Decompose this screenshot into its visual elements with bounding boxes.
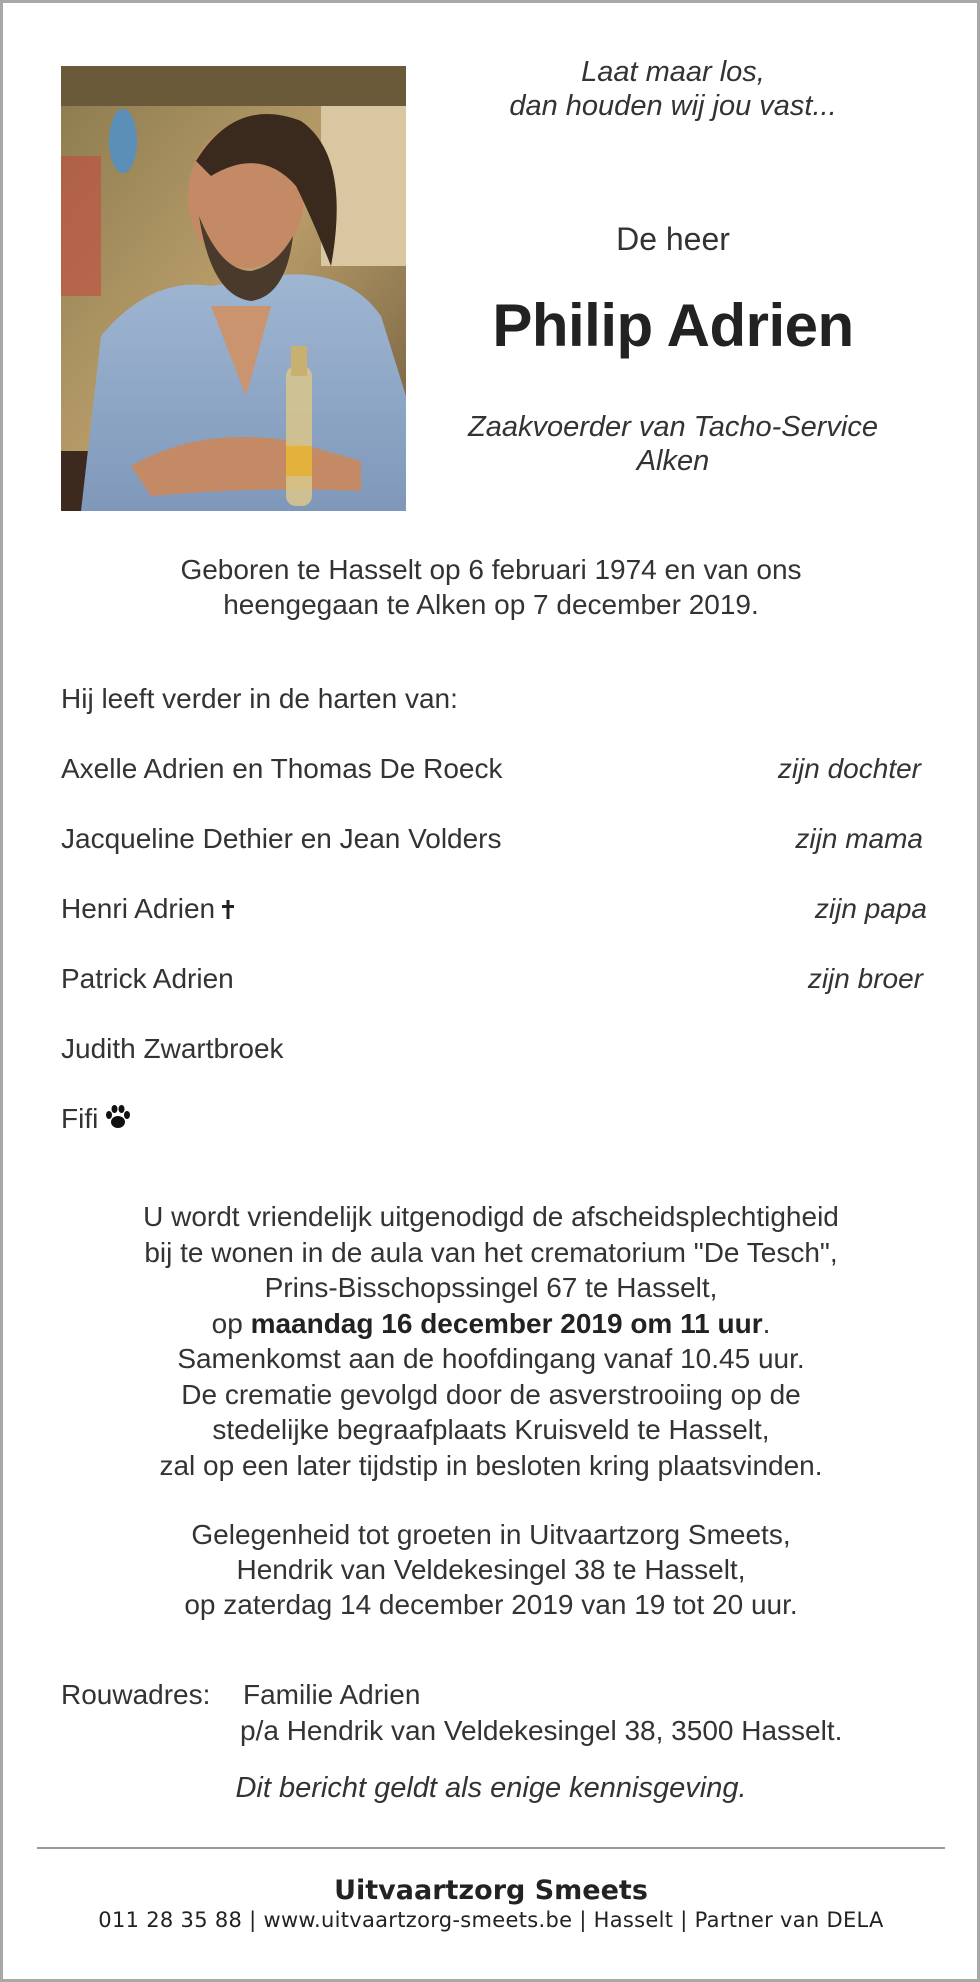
family-intro: Hij leeft verder in de harten van: xyxy=(61,683,458,714)
invite-line-2: bij te wonen in de aula van het crematorium "De Tesch", xyxy=(144,1236,838,1268)
family-member-name: Axelle Adrien en Thomas De Roeck xyxy=(61,753,503,784)
ceremony-date: maandag 16 december 2019 om 11 uur xyxy=(250,1307,763,1339)
family-relation: zijn papa xyxy=(814,893,927,924)
funeral-home-contact: 011 28 35 88 | www.uitvaartzorg-smeets.be | Hasselt | Partner van DELA xyxy=(98,1908,884,1932)
family-row xyxy=(61,753,921,823)
visitation-info xyxy=(61,1517,921,1622)
mourning-family: Familie Adrien xyxy=(243,1679,421,1710)
family-row xyxy=(61,1033,921,1103)
family-relation: zijn broer xyxy=(807,963,923,994)
family-row xyxy=(61,1103,921,1173)
invite-date-prefix: op xyxy=(211,1307,243,1339)
invite-line-3: Prins-Bisschopssingel 67 te Hasselt, xyxy=(264,1272,718,1303)
invite-line-8: zal op een later tijdstip in besloten kring plaatsvinden. xyxy=(159,1449,823,1481)
paw-icon xyxy=(104,1104,132,1137)
family-member-name: Patrick Adrien xyxy=(61,963,234,994)
quote-line-1: Laat maar los, xyxy=(581,56,765,88)
ceremony-invitation xyxy=(61,1199,921,1483)
honorific: De heer xyxy=(616,221,730,257)
divider xyxy=(37,1847,945,1849)
mourning-address xyxy=(61,1677,921,1749)
birth-line-1: Geboren te Hasselt op 6 februari 1974 en van ons xyxy=(180,554,802,585)
family-list xyxy=(61,753,927,1173)
family-row xyxy=(61,893,927,963)
family-member-entry xyxy=(61,893,235,927)
birth-death-statement xyxy=(61,552,921,622)
occupation-line-2: Alken xyxy=(636,445,710,477)
birth-line-2: heengegaan te Alken op 7 december 2019. xyxy=(223,589,759,620)
family-member-name: Judith Zwartbroek xyxy=(61,1033,284,1064)
cross-icon xyxy=(221,895,235,927)
invite-line-1: U wordt vriendelijk uitgenodigd de afscheidsplechtigheid xyxy=(143,1201,839,1232)
mourning-label: Rouwadres: xyxy=(61,1679,211,1710)
family-relation: zijn mama xyxy=(795,823,923,854)
invite-date-suffix: . xyxy=(762,1307,771,1339)
family-member-entry xyxy=(61,1103,132,1137)
family-row xyxy=(61,823,921,893)
invite-line-5: Samenkomst aan de hoofdingang vanaf 10.45 uur. xyxy=(177,1343,805,1374)
occupation xyxy=(443,410,903,478)
family-member-name: Jacqueline Dethier en Jean Volders xyxy=(61,823,502,854)
greet-line-2: Hendrik van Veldekesingel 38 te Hasselt, xyxy=(236,1554,746,1585)
funeral-home-name: Uitvaartzorg Smeets xyxy=(334,1875,648,1906)
quote-line-2: dan houden wij jou vast... xyxy=(509,90,837,122)
mourning-line-2: p/a Hendrik van Veldekesingel 38, 3500 Hasselt. xyxy=(240,1715,843,1746)
invite-line-6: De crematie gevolgd door de asverstrooiing op de xyxy=(181,1378,801,1410)
invite-line-7: stedelijke begraafplaats Kruisveld te Hasselt, xyxy=(212,1414,770,1445)
greet-line-3: op zaterdag 14 december 2019 van 19 tot 20 uur. xyxy=(184,1589,798,1620)
notice-statement: Dit bericht geldt als enige kennisgeving. xyxy=(235,1772,747,1804)
family-relation: zijn dochter xyxy=(777,753,921,784)
opening-quote xyxy=(443,55,903,123)
portrait-photo xyxy=(61,66,406,511)
deceased-name: Philip Adrien xyxy=(492,292,854,359)
family-row xyxy=(61,963,921,1033)
family-member-name: Henri Adrien xyxy=(61,893,216,924)
greet-line-1: Gelegenheid tot groeten in Uitvaartzorg Smeets, xyxy=(191,1519,791,1550)
mourning-line-1 xyxy=(61,1677,921,1713)
occupation-line-1: Zaakvoerder van Tacho-Service xyxy=(468,411,878,443)
invite-line-4 xyxy=(61,1306,921,1342)
family-member-name: Fifi xyxy=(61,1103,99,1134)
